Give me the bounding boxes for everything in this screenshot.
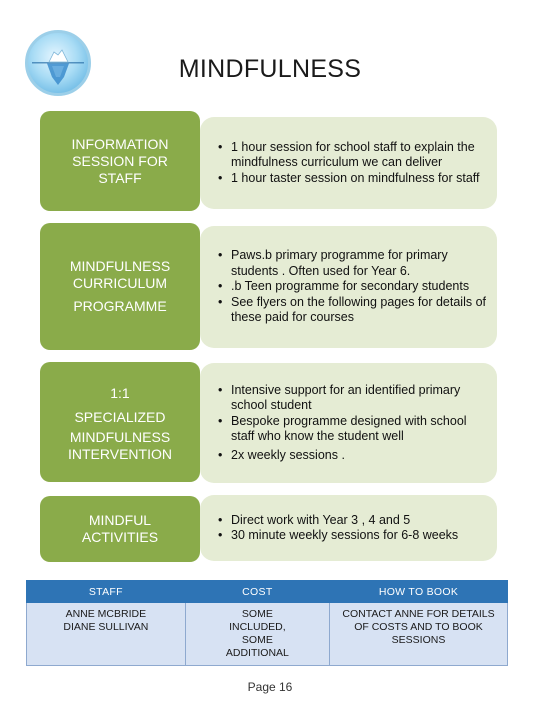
staff-name: DIANE SULLIVAN <box>63 621 149 633</box>
cost-line: SOME <box>241 634 273 646</box>
cost-line: INCLUDED, <box>229 621 286 633</box>
label-information-session <box>40 111 200 211</box>
label-line: MINDFULNESS <box>69 258 171 274</box>
cost-cell <box>185 603 329 666</box>
label-line: MINDFULNESS <box>69 429 171 445</box>
cost-line: ADDITIONAL <box>225 647 289 659</box>
description-curriculum-programme <box>200 226 497 348</box>
label-line: SPECIALIZED <box>74 409 166 425</box>
bullet-item: • 1 hour session for school staff to explain the mindfulness curriculum we can deliver <box>218 140 487 171</box>
description-mindful-activities <box>200 495 497 561</box>
bullet-item: • See flyers on the following pages for details of these paid for courses <box>218 295 487 326</box>
how-to-book-text: CONTACT ANNE FOR DETAILS OF COSTS AND TO BOOK SESSIONS <box>342 608 495 646</box>
header-how-to-book: HOW TO BOOK <box>330 581 508 603</box>
description-information-session <box>200 117 497 209</box>
cost-line: SOME <box>241 608 273 620</box>
bullet-item: • Direct work with Year 3 , 4 and 5 <box>218 513 458 529</box>
label-line: MINDFUL <box>88 512 152 528</box>
page-title: MINDFULNESS <box>178 55 362 83</box>
booking-info-table <box>26 580 508 666</box>
bullet-item: • 2x weekly sessions . <box>218 448 487 464</box>
bullet-item: • Paws.b primary programme for primary students . Often used for Year 6. <box>218 248 487 279</box>
header-cost: COST <box>185 581 329 603</box>
bullet-item: • .b Teen programme for secondary students <box>218 279 487 295</box>
label-line: 1:1 <box>110 385 130 401</box>
label-line: CURRICULUM <box>72 275 168 291</box>
label-line: PROGRAMME <box>73 298 167 314</box>
table-header-row <box>27 581 508 603</box>
table-row <box>27 603 508 666</box>
label-line: ACTIVITIES <box>81 529 159 545</box>
staff-name: ANNE MCBRIDE <box>65 608 147 620</box>
header-staff: STAFF <box>27 581 186 603</box>
label-mindful-activities <box>40 496 200 562</box>
bullet-item: • 1 hour taster session on mindfulness for staff <box>218 171 487 187</box>
label-curriculum-programme <box>40 223 200 350</box>
label-line: INFORMATION <box>71 135 169 152</box>
bullet-item: • Intensive support for an identified primary school student <box>218 383 487 414</box>
page-number: Page 16 <box>247 680 293 694</box>
label-line: SESSION FOR <box>72 152 168 169</box>
label-specialized-intervention <box>40 362 200 482</box>
label-line: INTERVENTION <box>68 446 172 462</box>
label-line: STAFF <box>98 169 142 186</box>
bullet-item: • Bespoke programme designed with school staff who know the student well <box>218 414 487 445</box>
staff-cell <box>27 603 186 666</box>
description-specialized-intervention <box>200 363 497 483</box>
how-to-book-cell <box>330 603 508 666</box>
bullet-item: • 30 minute weekly sessions for 6-8 weeks <box>218 528 458 544</box>
